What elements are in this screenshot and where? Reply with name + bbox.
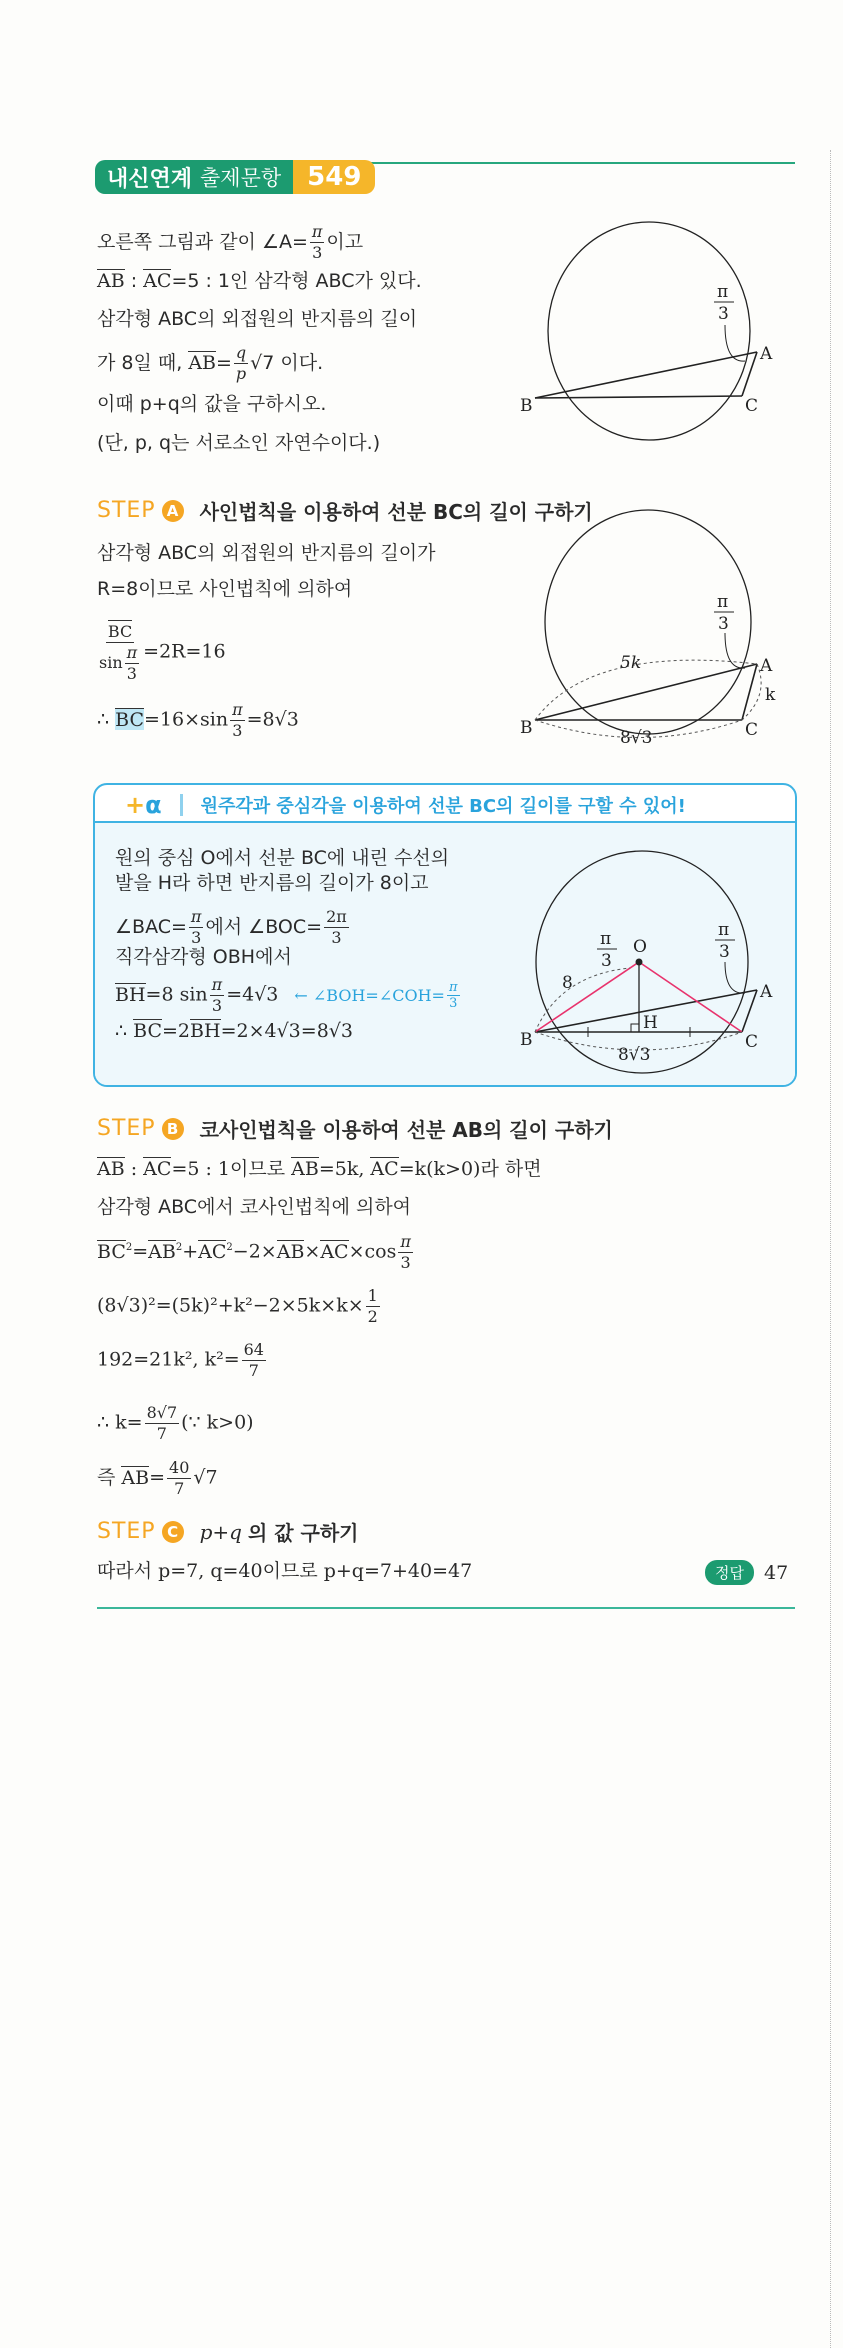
radius-length: 8 (562, 973, 573, 993)
step-title: 코사인법칙을 이용하여 선분 AB의 길이 구하기 (199, 1118, 613, 1142)
fraction (398, 1232, 413, 1273)
segment-ab: AB (97, 270, 125, 292)
denominator: 3 (400, 1253, 411, 1272)
numerator: π (126, 643, 138, 662)
segment-ac: AC (320, 1240, 349, 1263)
denominator: 7 (156, 1424, 167, 1443)
text: 오른쪽 그림과 같이 ∠A= (97, 231, 308, 253)
step-label: STEP (97, 1116, 156, 1141)
step-title: 사인법칙을 이용하여 선분 BC의 길이 구하기 (199, 500, 593, 524)
fraction (97, 620, 143, 684)
segment-bc: BC (97, 1240, 126, 1263)
text: =16×sin (144, 708, 229, 731)
segment-ab: AB (291, 1158, 319, 1180)
text: =2×4√3=8√3 (220, 1020, 353, 1042)
text: =2R=16 (143, 640, 226, 663)
vertex-c: C (745, 720, 759, 740)
text: 가 8일 때, (97, 352, 189, 374)
length-bc: 8√3 (620, 728, 653, 748)
denominator: 3 (232, 721, 243, 740)
text: + (182, 1240, 199, 1263)
text: (8√3)²=(5k)²+k²−2×5k×k× (97, 1294, 364, 1317)
segment-ab: AB (148, 1240, 176, 1263)
segment-ab: AB (121, 1466, 150, 1489)
page-margin-divider (830, 150, 831, 2348)
denominator: 2 (367, 1307, 378, 1326)
sin-text: sin (99, 653, 123, 672)
text: ∴ k= (97, 1411, 143, 1434)
tip-title: 원주각과 중심각을 이용하여 선분 BC의 길이를 구할 수 있어! (200, 796, 686, 817)
foot-h: H (643, 1013, 658, 1033)
angle-label-num: π (717, 592, 729, 612)
fraction (366, 1286, 380, 1327)
plus-alpha-badge (125, 791, 162, 819)
answer-badge: 정답 (705, 1560, 754, 1585)
triangle-diagram-2 (520, 505, 790, 750)
answer-value: 47 (763, 1561, 789, 1584)
numerator: π (311, 222, 323, 241)
segment-ac: AC (198, 1240, 227, 1263)
fraction (145, 1403, 180, 1444)
tip-line-4: 직각삼각형 OBH에서 (115, 946, 292, 968)
vertex-c: C (745, 1032, 759, 1052)
segment-bh: BH (115, 983, 146, 1006)
step-c-heading (97, 1517, 358, 1546)
step-letter-badge: C (162, 1521, 184, 1543)
fraction (189, 907, 204, 948)
tip-line-1: 원의 중심 O에서 선분 BC에 내린 수선의 (115, 847, 450, 869)
tip-line-5 (115, 975, 462, 1016)
step-title-math: p+q (199, 1519, 242, 1544)
text: =5k, (318, 1158, 371, 1180)
vertex-a: A (760, 982, 773, 1002)
fraction (310, 222, 325, 263)
step-a-line-2: R=8이므로 사인법칙에 의하여 (97, 578, 353, 600)
text: =2 (162, 1020, 191, 1042)
angle-label-den: 3 (718, 304, 729, 324)
denominator: 3 (449, 996, 458, 1011)
numerator: π (448, 980, 458, 995)
step-a-line-4 (97, 700, 299, 741)
answer (705, 1560, 788, 1585)
problem-header (95, 160, 375, 194)
right-angle-mark (631, 1024, 639, 1032)
side-ac (742, 352, 757, 396)
step-b-line-2: 삼각형 ABC에서 코사인법칙에 의하여 (97, 1196, 412, 1218)
vertex-a: A (760, 344, 773, 364)
tip-line-6 (115, 1018, 353, 1044)
text: = (132, 1240, 149, 1263)
segment-ac: AC (370, 1158, 399, 1180)
fraction (242, 1340, 266, 1381)
fraction (167, 1458, 191, 1499)
problem-line-3: 삼각형 ABC의 외접원의 반지름의 길이 (97, 308, 418, 330)
fraction (324, 907, 349, 948)
numerator: 2π (326, 907, 347, 926)
numerator: 64 (243, 1340, 264, 1359)
fraction (447, 980, 460, 1011)
length-ac: k (765, 685, 776, 705)
fraction (230, 700, 245, 741)
header-rule (360, 162, 795, 164)
text: √7 이다. (250, 352, 324, 374)
fraction (234, 343, 248, 384)
section-end-rule (97, 1607, 795, 1609)
text: ∴ (115, 1020, 134, 1042)
text: √7 (193, 1466, 218, 1489)
segment-bh: BH (190, 1020, 221, 1042)
text: = (216, 352, 232, 374)
text: =8√3 (246, 708, 299, 731)
vertex-b: B (520, 1030, 533, 1050)
angle-a-num: π (718, 920, 730, 940)
triangle-diagram-3 (520, 840, 790, 1080)
plus-icon: + (125, 791, 146, 819)
header-label (95, 160, 293, 194)
denominator (97, 643, 143, 684)
angle-label-den: 3 (718, 614, 729, 634)
segment-bc-highlighted: BC (115, 708, 144, 731)
step-b-line-3 (97, 1232, 415, 1273)
tip-line-3 (115, 907, 351, 948)
segment-ac: AC (143, 270, 172, 292)
problem-line-6: (단, p, q는 서로소인 자연수이다.) (97, 432, 381, 454)
numerator: q (235, 343, 247, 362)
step-a-line-3 (97, 620, 226, 684)
segment-ab: AB (97, 1158, 125, 1180)
numerator: π (400, 1232, 411, 1251)
step-c-line-1: 따라서 p=7, q=40이므로 p+q=7+40=47 (97, 1560, 473, 1582)
text: (∵ k>0) (181, 1411, 254, 1434)
denominator: p (235, 364, 247, 383)
step-label: STEP (97, 498, 156, 523)
side-ac (742, 664, 757, 720)
text: 이고 (326, 231, 364, 253)
denominator: 7 (248, 1361, 259, 1380)
angle-arrow (725, 962, 745, 993)
text: ∠BAC= (115, 916, 187, 938)
text: = (149, 1466, 166, 1489)
header-label-text: 출제문항 (200, 166, 282, 190)
side-ab (535, 352, 757, 398)
vertex-b: B (520, 396, 533, 416)
text: ×cos (348, 1240, 397, 1263)
problem-line-1 (97, 222, 363, 263)
segment-ab: AB (188, 352, 216, 374)
step-title: 의 값 구하기 (247, 1521, 359, 1545)
text: =8 sin (145, 983, 208, 1006)
vertex-a: A (760, 656, 773, 676)
circumcircle (548, 222, 750, 440)
segment-bc: BC (133, 1020, 162, 1042)
angle-label-num: π (717, 282, 729, 302)
step-letter-badge: A (162, 500, 184, 522)
denominator: 3 (191, 928, 202, 947)
exponent: 2 (125, 1242, 133, 1254)
step-b-line-4 (97, 1286, 382, 1327)
text: ∴ (97, 708, 116, 731)
angle-note: ← ∠BOH=∠COH= (294, 985, 445, 1005)
text: 즉 (97, 1466, 122, 1489)
segment-bc: BC (107, 622, 133, 641)
exponent: 2 (226, 1242, 233, 1254)
denominator: 3 (126, 664, 137, 683)
exponent: 2 (175, 1242, 183, 1254)
side-ac (742, 990, 757, 1032)
angle-a-den: 3 (719, 942, 730, 962)
numerator: 8√7 (146, 1403, 178, 1422)
text: 에서 ∠BOC= (205, 916, 323, 938)
step-b-line-1 (97, 1156, 542, 1182)
tip-line-2: 발을 H라 하면 반지름의 길이가 8이고 (115, 872, 429, 894)
center-o: O (633, 937, 647, 957)
text: =4√3 (226, 983, 279, 1006)
text: × (304, 1240, 321, 1263)
text: =5 : 1인 삼각형 ABC가 있다. (171, 270, 422, 292)
text: : (124, 270, 144, 292)
step-b-line-5 (97, 1340, 268, 1381)
fraction (125, 643, 140, 684)
numerator: π (190, 907, 202, 926)
problem-line-2 (97, 268, 422, 294)
numerator: π (211, 975, 223, 994)
step-label: STEP (97, 1519, 156, 1544)
length-bc: 8√3 (618, 1045, 651, 1065)
segment-ac: AC (143, 1158, 172, 1180)
problem-line-4 (97, 343, 323, 384)
numerator: 40 (169, 1458, 190, 1477)
denominator: 7 (174, 1479, 185, 1498)
denominator: 3 (211, 996, 223, 1015)
numerator (106, 620, 134, 643)
problem-line-5: 이때 p+q의 값을 구하시오. (97, 393, 327, 415)
header-label-bold: 내신연계 (107, 166, 193, 192)
center-angle-den: 3 (601, 951, 612, 971)
triangle-diagram-1 (520, 215, 790, 455)
tip-box-header (125, 791, 686, 819)
text: : (124, 1158, 144, 1180)
text: −2× (232, 1240, 277, 1263)
fraction (210, 975, 225, 1016)
length-ab: 5k (620, 653, 642, 673)
numerator: 1 (367, 1286, 378, 1305)
segment-ab: AB (276, 1240, 305, 1263)
denominator: 3 (312, 243, 323, 262)
center-point (636, 959, 643, 966)
numerator: π (232, 700, 243, 719)
step-b-line-7 (97, 1458, 218, 1499)
denominator: 3 (331, 928, 342, 947)
divider (180, 794, 183, 816)
step-b-line-6 (97, 1403, 254, 1444)
step-b-heading (97, 1114, 613, 1143)
problem-number: 549 (293, 160, 375, 194)
alpha-icon: α (145, 791, 162, 819)
text: =k(k>0)라 하면 (398, 1158, 542, 1180)
text: =5 : 1이므로 (171, 1158, 292, 1180)
side-bc (535, 396, 742, 398)
vertex-c: C (745, 396, 759, 416)
step-a-line-1: 삼각형 ABC의 외접원의 반지름의 길이가 (97, 542, 436, 564)
vertex-b: B (520, 718, 533, 738)
center-angle-num: π (600, 929, 612, 949)
text: 192=21k², k²= (97, 1348, 240, 1371)
step-a-heading (97, 496, 593, 525)
step-letter-badge: B (162, 1118, 184, 1140)
